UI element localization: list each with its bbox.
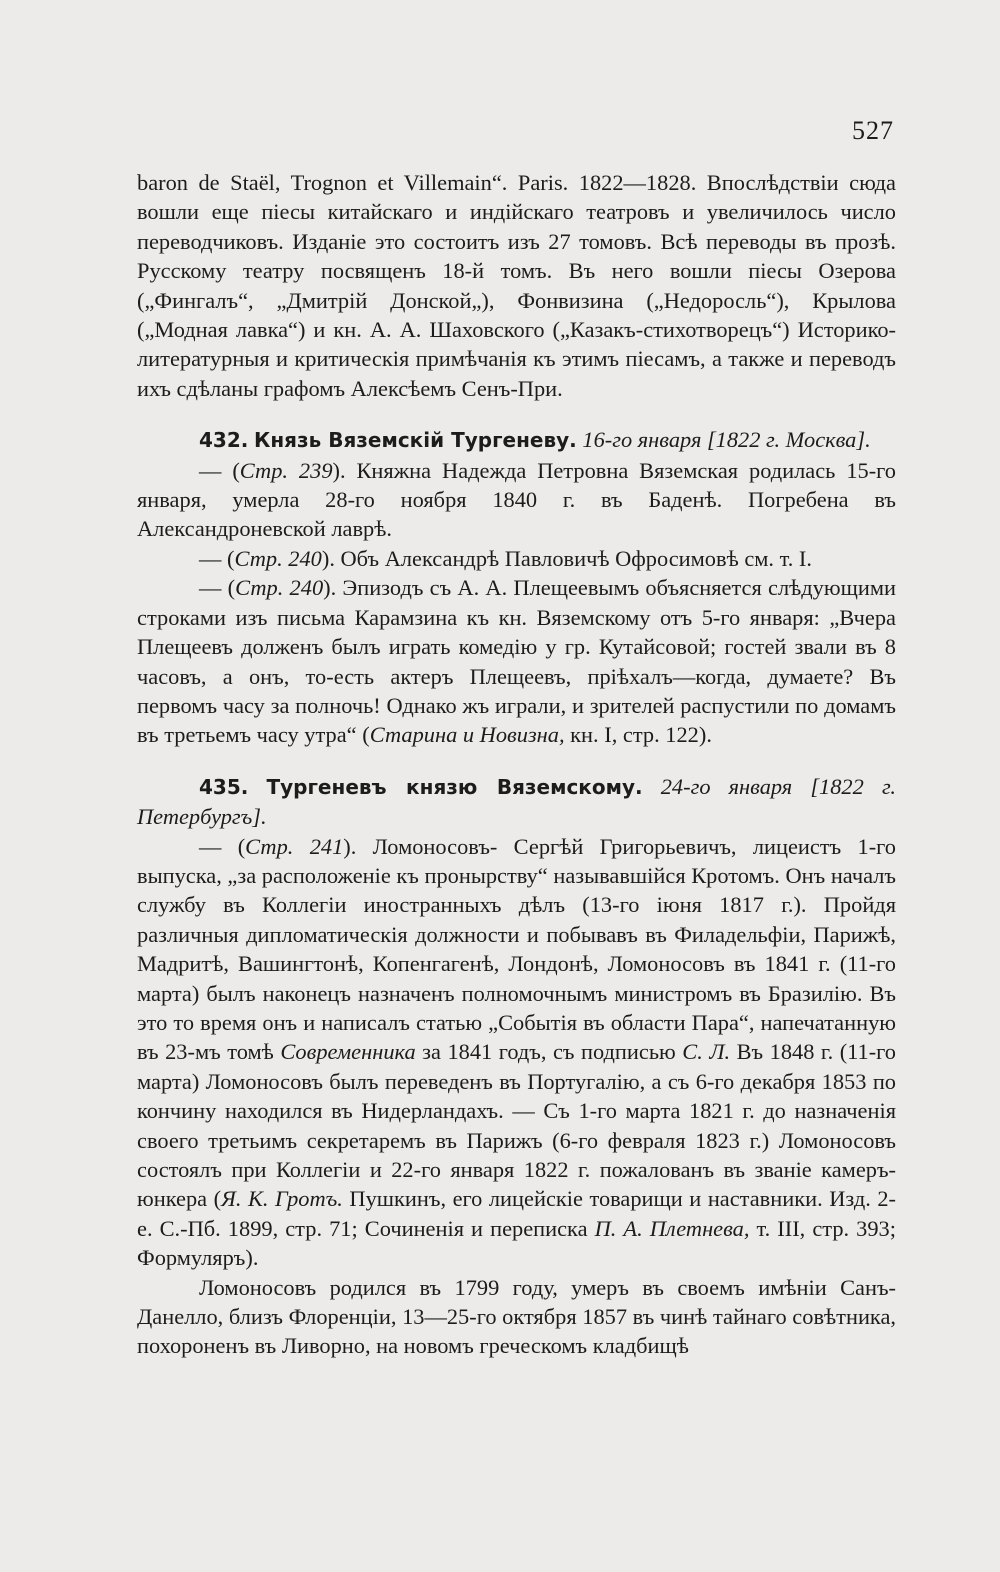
- entry-432-note-3: [137, 573, 896, 749]
- author-name: Я. К. Гротъ.: [221, 1186, 343, 1212]
- entry-435-heading: [137, 772, 896, 832]
- note-text: Въ 1848 г. (11-го марта) Ломоносовъ былъ переведенъ въ Португалію, а съ 6-го декабря 1853 по кончину находился въ Нидерландахъ. — Съ 1-го марта 1821 г. до назначенія своего третьимъ секретаремъ въ Парижъ (6-го февраля 1823 г.) Ломоносовъ состоялъ при Коллегіи и 22-го января 1822 г. пожалованъ въ званіе камеръ-юнкера (: [137, 1039, 896, 1212]
- entry-435-note-1: [137, 832, 896, 1273]
- author-name: П. А. Плетнева,: [594, 1215, 750, 1241]
- note-text: ). Княжна Надежда Петровна Вяземская родилась 15-го января, умерла 28-го ноября 1840 г. въ Баденѣ. Погребена въ Александроневской лаврѣ.: [137, 457, 896, 542]
- source-title: Старина и Новизна,: [369, 722, 565, 748]
- page-ref: Стр. 240: [234, 545, 322, 571]
- page-ref: Стр. 241: [245, 833, 344, 859]
- note-text: Пушкинъ, его лицейскіе товарищи и наставники. Изд. 2-е. С.-Пб. 1899, стр. 71; Сочиненія и переписка: [137, 1186, 897, 1241]
- entry-435: [137, 772, 896, 1361]
- intro-paragraph: baron de Staël, Trognon et Villemain“. Paris. 1822—1828. Впослѣдствіи сюда вошли еще піесы китайскаго и индійскаго театровъ и увеличилось число переводчиковъ. Изданіе это состоитъ изъ 27 томовъ. Всѣ переводы въ прозѣ. Русскому театру посвященъ 18-й томъ. Въ него вошли піесы Озерова („Фингалъ“, „Дмитрій Донской„), Фонвизина („Недоросль“), Крылова („Модная лавка“) и кн. А. А. Шаховского („Казакъ-стихотворецъ“) Историко-литературныя и критическія примѣчанія къ этимъ піесамъ, а также и переводъ ихъ сдѣланы графомъ Алексѣемъ Сенъ-При.: [137, 170, 896, 401]
- entry-432-note-2: [137, 544, 896, 573]
- page-ref: Стр. 240: [235, 575, 324, 601]
- entry-432: [137, 425, 896, 749]
- note-text: ). Эпизодъ съ А. А. Плещеевымъ объясняется слѣдующими строками изъ письма Карамзина къ кн. Вяземскому отъ 5-го января: „Вчера Плещеевъ долженъ былъ играть комедію у гр. Кутайсовой; гостей звали въ 8 часовъ, а онъ, то-есть актеръ Плещеевъ, пріѣхалъ—когда, думаете? Въ первомъ часу за полночь! Однако жъ играли, и зрителей распустили по домамъ въ третьемъ часу утра“ (: [137, 575, 896, 748]
- entry-432-date: 16-го января [1822 г. Москва].: [582, 427, 871, 453]
- dash: — (: [199, 545, 235, 571]
- note-text: за 1841 годъ, съ подписью: [415, 1039, 683, 1065]
- dash: — (: [199, 833, 246, 859]
- entry-432-heading: [137, 425, 896, 455]
- note-text: т. III, стр. 393; Формуляръ).: [137, 1215, 896, 1271]
- signature-initials: С. Л.: [682, 1039, 731, 1065]
- journal-title: Современника: [280, 1039, 416, 1065]
- entry-432-note-1: [137, 456, 896, 544]
- entry-432-number: 432.: [199, 428, 249, 453]
- note-text: ). Объ Александрѣ Павловичѣ Офросимовѣ см. т. I.: [321, 545, 812, 571]
- entry-432-title: Князь Вяземскій Тургеневу.: [253, 428, 577, 453]
- page-ref: Стр. 239: [239, 457, 333, 483]
- dash: — (: [199, 575, 236, 601]
- entry-435-note-2: Ломоносовъ родился въ 1799 году, умеръ въ своемъ имѣніи Санъ-Данелло, близъ Флоренціи, 13—25-го октября 1857 въ чинѣ тайнаго совѣтника, похороненъ въ Ливорно, на новомъ греческомъ кладбищѣ: [137, 1274, 896, 1359]
- note-text-end: кн. I, стр. 122).: [564, 722, 712, 748]
- page-number: 527: [852, 116, 894, 145]
- entry-435-date: 24-го января [1822 г. Петербургъ].: [137, 773, 896, 830]
- dash: — (: [199, 457, 240, 483]
- entry-435-number: 435.: [199, 774, 249, 799]
- entry-435-title: Тургеневъ князю Вяземскому.: [266, 774, 643, 799]
- note-text: ). Ломоносовъ- Сергѣй Григорьевичъ, лицеистъ 1-го выпуска, „за расположеніе къ пронырству“ называвшійся Кротомъ. Онъ началъ службу въ Коллегіи иностранныхъ дѣлъ (13-го іюня 1817 г.). Пройдя различныя дипломатическія должности и побывавъ въ Филадельфіи, Парижѣ, Мадритѣ, Вашингтонѣ, Копенгагенѣ, Лондонѣ, Ломоносовъ въ 1841 г. (11-го марта) былъ наконецъ назначенъ полномочнымъ министромъ въ Бразилію. Въ это то время онъ и написалъ статью „Событія въ области Пара“, напечатанную въ 23-мъ томѣ: [137, 833, 896, 1065]
